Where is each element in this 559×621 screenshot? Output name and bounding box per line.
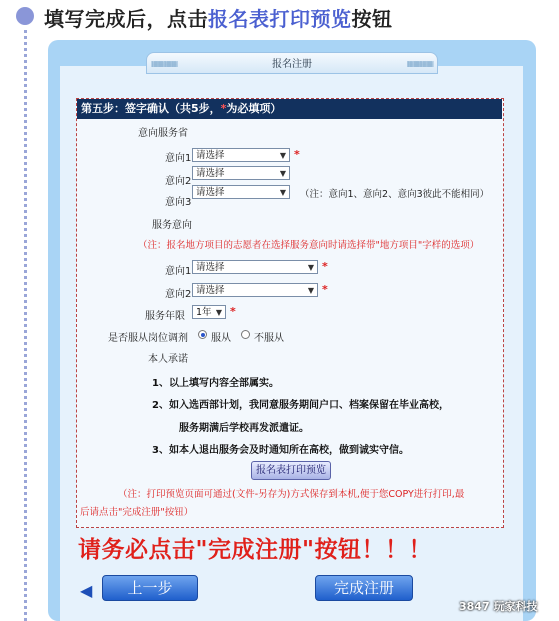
adjust-label: 是否服从岗位调剂 [108, 333, 188, 344]
chevron-down-icon: ▼ [279, 188, 286, 197]
service-1-label: 意向1 [165, 266, 192, 277]
province-2-label: 意向2 [165, 176, 192, 187]
window-title: 报名注册 [272, 59, 312, 70]
required-star: * [322, 260, 328, 273]
required-star: * [230, 305, 236, 318]
province-1-value: 请选择 [196, 150, 225, 161]
pledge-title: 本人承诺 [148, 354, 188, 365]
service-2-select[interactable] [192, 283, 318, 297]
service-1-value: 请选择 [196, 262, 225, 273]
chevron-down-icon: ▼ [279, 169, 286, 178]
required-star: * [220, 102, 227, 115]
window-titlebar [146, 52, 438, 74]
province-3-label: 意向3 [165, 197, 192, 208]
province-3-select[interactable] [192, 185, 290, 199]
instruction-heading [44, 3, 393, 32]
print-note: （注：打印预览页面可通过(文件-另存为)方式保存到本机,便于您COPY进行打印,最 [118, 489, 465, 500]
heading-highlight: 报名表打印预览 [208, 7, 352, 31]
chevron-down-icon: ▼ [279, 151, 286, 160]
arrow-left-icon: ◀ [80, 581, 93, 600]
years-value: 1年 [196, 307, 212, 318]
pledge-item: 服务期满后学校再发派遣证。 [179, 423, 309, 434]
print-note-continued: 后请点击"完成注册"按钮） [80, 507, 194, 518]
step-header [77, 99, 502, 119]
service-1-select[interactable] [192, 260, 318, 274]
pledge-item: 3、如本人退出服务会及时通知所在高校，做到诚实守信。 [152, 445, 409, 456]
province-3-value: 请选择 [196, 187, 225, 198]
prev-step-button[interactable]: 上一步 [102, 575, 198, 601]
finish-register-button[interactable]: 完成注册 [315, 575, 413, 601]
adjust-no-radio[interactable] [241, 330, 250, 339]
service-2-value: 请选择 [196, 285, 225, 296]
chevron-down-icon: ▼ [307, 286, 314, 295]
heading-prefix: 填写完成后，点击 [44, 7, 208, 31]
step-title-suffix: 为必填项） [226, 102, 282, 115]
titlebar-decoration-icon: ▦▦▦▦ [151, 59, 178, 68]
province-note: （注：意向1、意向2、意向3彼此不能相同） [300, 189, 490, 200]
dotted-guide-line [24, 30, 27, 621]
province-2-value: 请选择 [196, 168, 225, 179]
province-1-select[interactable] [192, 148, 290, 162]
bullet-dot [16, 7, 34, 25]
heading-suffix: 按钮 [351, 7, 393, 31]
years-select[interactable] [192, 305, 226, 319]
service-section-label: 服务意向 [152, 220, 192, 231]
service-2-label: 意向2 [165, 289, 192, 300]
required-star: * [294, 148, 300, 161]
chevron-down-icon: ▼ [307, 263, 314, 272]
adjust-yes-label: 服从 [211, 333, 231, 344]
province-section-label: 意向服务省 [138, 128, 188, 139]
print-preview-button[interactable]: 报名表打印预览 [251, 461, 331, 480]
province-1-label: 意向1 [165, 153, 192, 164]
years-label: 服务年限 [145, 311, 185, 322]
titlebar-decoration-icon: ▦▦▦▦ [406, 59, 433, 68]
chevron-down-icon: ▼ [215, 308, 222, 317]
step-title: 第五步：签字确认（共5步， [81, 102, 221, 115]
required-star: * [322, 283, 328, 296]
service-note: （注：报名地方项目的志愿者在选择服务意向时请选择带"地方项目"字样的选项） [138, 240, 480, 251]
finish-warning: 请务必点击"完成注册"按钮！！！ [78, 537, 432, 563]
watermark: 3847 玩家科技 [459, 600, 538, 613]
pledge-item: 1、以上填写内容全部属实。 [152, 378, 279, 389]
adjust-yes-radio[interactable] [198, 330, 207, 339]
adjust-no-label: 不服从 [254, 333, 284, 344]
pledge-item: 2、如入选西部计划，我同意服务期间户口、档案保留在毕业高校， [152, 400, 449, 411]
province-2-select[interactable] [192, 166, 290, 180]
